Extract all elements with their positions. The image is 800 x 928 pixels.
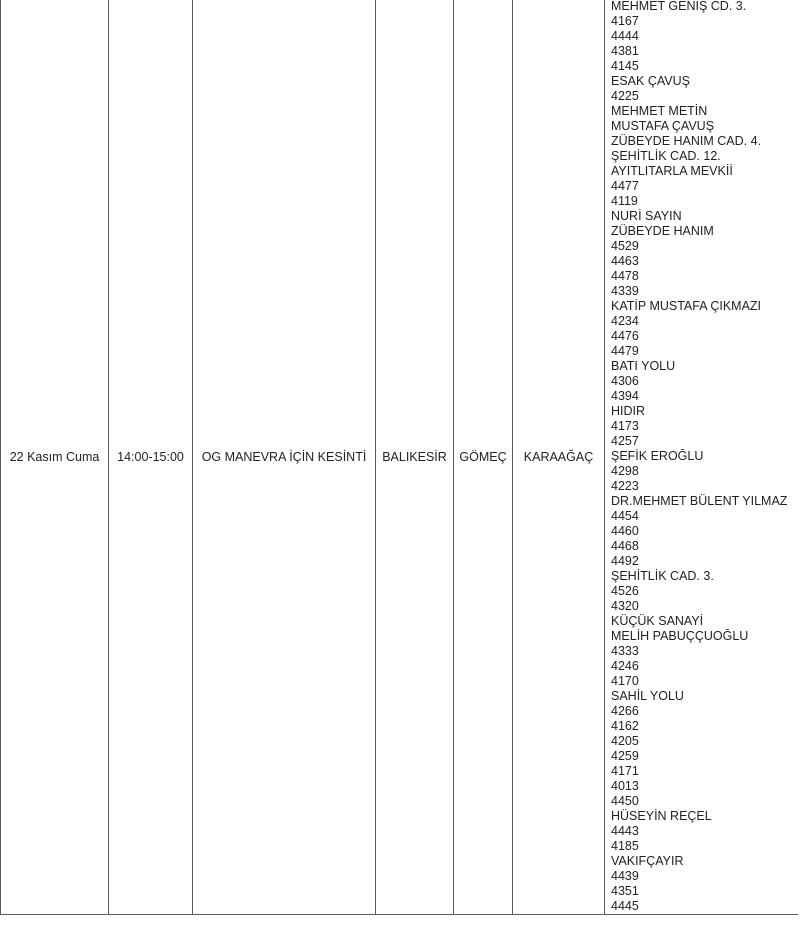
address-line: 4167 [611,14,639,28]
address-line: 4320 [611,599,639,613]
address-line: AYITLITARLA MEVKİİ [611,164,733,178]
address-line: DR.MEHMET BÜLENT YILMAZ [611,494,788,508]
address-line: 4351 [611,884,639,898]
district-cell: GÖMEÇ [454,0,513,915]
address-line: KÜÇÜK SANAYİ [611,614,704,628]
address-line: ŞEFİK EROĞLU [611,449,704,463]
address-line: 4476 [611,329,639,343]
address-line: 4257 [611,434,639,448]
address-line: MUSTAFA ÇAVUŞ [611,119,715,133]
address-line: MELİH PABUÇÇUOĞLU [611,629,749,643]
address-line: KATİP MUSTAFA ÇIKMAZI [611,299,762,313]
address-line: 4443 [611,824,639,838]
address-line: 4205 [611,734,639,748]
addresses-cell [605,0,799,915]
address-line: 4225 [611,89,639,103]
address-line: 4526 [611,584,639,598]
address-line: NURİ SAYIN [611,209,682,223]
address-line: 4479 [611,344,639,358]
address-line: 4246 [611,659,639,673]
address-line: VAKIFÇAYIR [611,854,684,868]
address-line: 4394 [611,389,639,403]
address-line: 4529 [611,239,639,253]
address-line: MEHMET METİN [611,104,708,118]
address-line: 4468 [611,539,639,553]
province-cell: BALIKESİR [376,0,454,915]
date-cell: 22 Kasım Cuma [1,0,109,915]
neighborhood-cell: KARAAĞAÇ [513,0,605,915]
address-line: 4119 [611,194,638,208]
address-line: 4444 [611,29,639,43]
address-line: 4450 [611,794,639,808]
address-line: 4171 [611,764,639,778]
address-line: 4460 [611,524,639,538]
address-line: 4170 [611,674,639,688]
address-line: HIDIR [611,404,646,418]
address-line: 4298 [611,464,639,478]
address-line: ESAK ÇAVUŞ [611,74,690,88]
address-line: 4173 [611,419,639,433]
address-line: ZÜBEYDE HANIM [611,224,714,238]
address-line: ŞEHİTLİK CAD. 12. [611,149,721,163]
address-line: SAHİL YOLU [611,689,684,703]
address-line: HÜSEYİN REÇEL [611,809,712,823]
address-line: MEHMET GENİŞ CD. 3. [611,0,747,13]
address-line: 4234 [611,314,639,328]
address-line: 4477 [611,179,639,193]
address-line: BATI YOLU [611,359,676,373]
address-line: 4306 [611,374,639,388]
address-line: 4381 [611,44,639,58]
address-line: 4439 [611,869,639,883]
address-line: 4185 [611,839,639,853]
address-line: 4162 [611,719,639,733]
address-line: 4013 [611,779,639,793]
address-line: 4259 [611,749,639,763]
address-line: 4266 [611,704,639,718]
address-line: 4333 [611,644,639,658]
address-line: ZÜBEYDE HANIM CAD. 4. [611,134,762,148]
address-line: 4145 [611,59,639,73]
address-line: 4492 [611,554,639,568]
table-row [1,0,799,915]
time-cell: 14:00-15:00 [109,0,193,915]
address-line: 4339 [611,284,639,298]
address-line: 4463 [611,254,639,268]
address-line: 4454 [611,509,639,523]
address-line: 4478 [611,269,639,283]
address-line: 4445 [611,899,639,913]
reason-cell: OG MANEVRA İÇİN KESİNTİ [193,0,376,915]
address-line: ŞEHİTLİK CAD. 3. [611,569,714,583]
address-line: 4223 [611,479,639,493]
